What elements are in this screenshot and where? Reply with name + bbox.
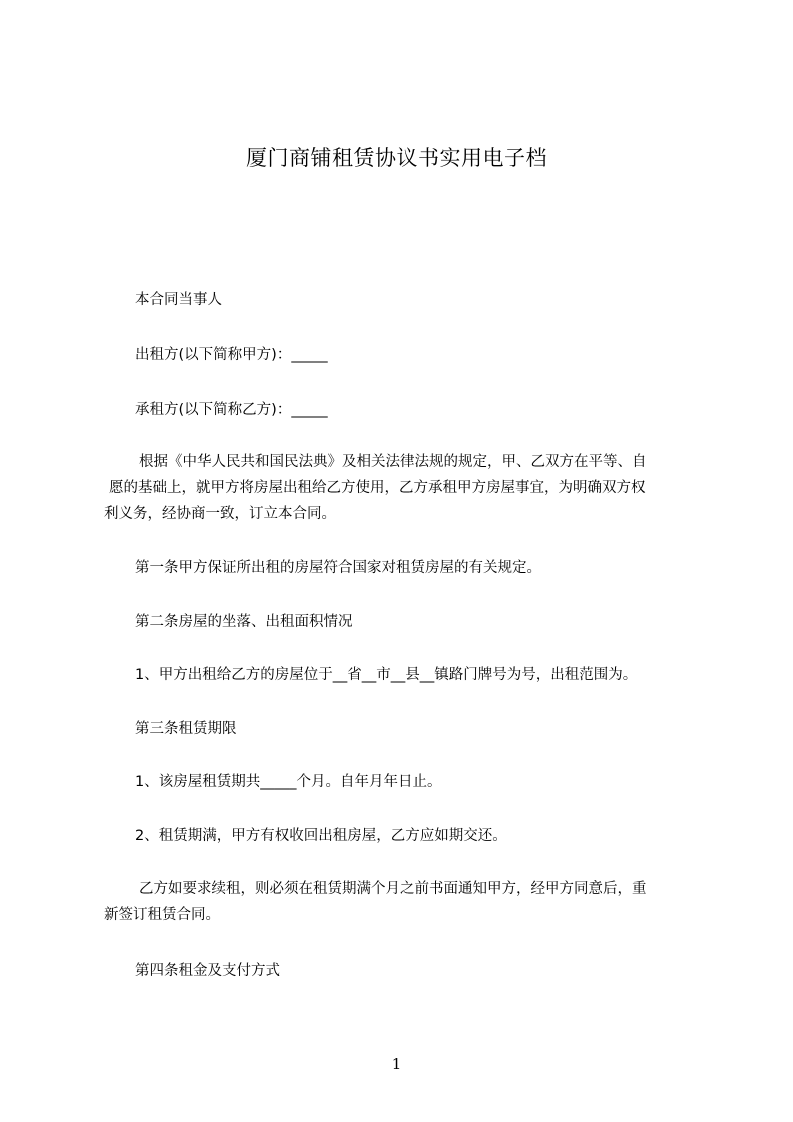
lessee-line: 承租方(以下简称乙方)：_____	[135, 402, 328, 418]
renewal-line-1: 乙方如要求续租，则必须在租赁期满个月之前书面通知甲方，经甲方同意后，重	[139, 881, 647, 897]
article-2-heading: 第二条房屋的坐落、出租面积情况	[135, 614, 353, 630]
preamble-line-3: 利义务，经协商一致，订立本合同。	[104, 506, 336, 522]
document-title: 厦门商铺租赁协议书实用电子档	[246, 146, 547, 170]
page-number: 1	[391, 1055, 402, 1073]
article-1: 第一条甲方保证所出租的房屋符合国家对租赁房屋的有关规定。	[135, 560, 541, 576]
lessor-line: 出租方(以下简称甲方)：_____	[135, 347, 328, 363]
preamble-line-2: 愿的基础上，就甲方将房屋出租给乙方使用，乙方承租甲方房屋事宜，为明确双方权	[109, 480, 646, 496]
article-3-clause-1: 1、该房屋租赁期共_____个月。自年月年日止。	[135, 774, 442, 790]
article-3-heading: 第三条租赁期限	[135, 721, 237, 737]
article-2-clause-1: 1、甲方出租给乙方的房屋位于__省__市__县__镇路门牌号为号，出租范围为。	[135, 667, 638, 683]
parties-heading: 本合同当事人	[135, 292, 222, 308]
preamble-paragraph	[104, 449, 704, 527]
article-3-clause-2: 2、租赁期满，甲方有权收回出租房屋，乙方应如期交还。	[135, 828, 507, 844]
renewal-paragraph	[104, 876, 704, 928]
article-4-heading: 第四条租金及支付方式	[135, 963, 280, 979]
preamble-line-1: 根据《中华人民共和国民法典》及相关法律法规的规定，甲、乙双方在平等、自	[139, 454, 647, 470]
renewal-line-2: 新签订租赁合同。	[104, 907, 220, 923]
